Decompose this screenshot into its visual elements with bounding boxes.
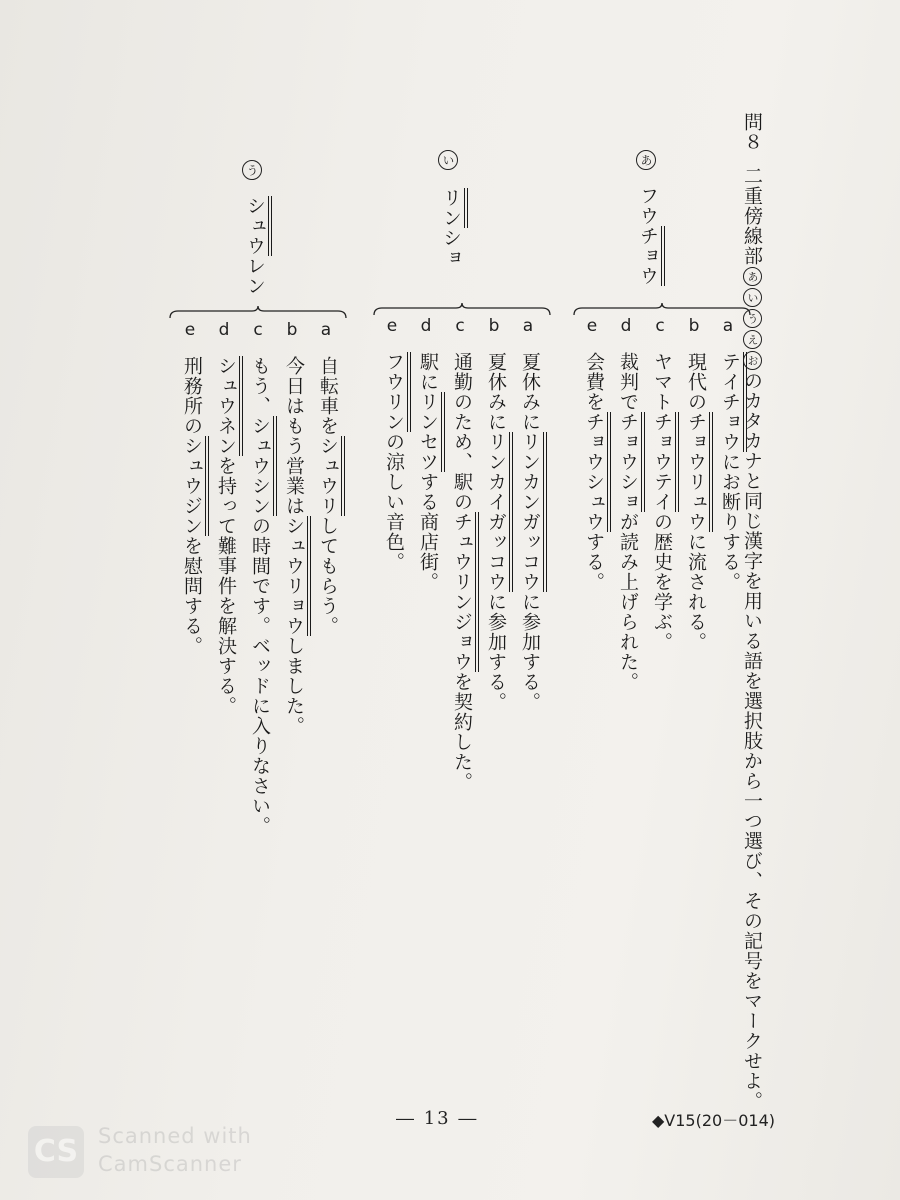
choice-underlined-c: チュウリンジョウ bbox=[451, 512, 479, 672]
choice-letter-b[interactable]: b bbox=[488, 316, 500, 336]
choice-letter-a[interactable]: a bbox=[522, 316, 534, 336]
choice-text-a: テイチョウにお断りする。 bbox=[720, 352, 739, 592]
item-u-prompt: シュウレン bbox=[245, 196, 264, 296]
choice-text-c: もう、シュウシンの時間です。ベッドに入りなさい。 bbox=[250, 356, 269, 836]
item-i-brace bbox=[372, 302, 552, 316]
choice-text-b: 今日はもう営業はシュウリョウしました。 bbox=[284, 356, 303, 736]
choice-letter-d[interactable]: d bbox=[620, 316, 632, 336]
choice-text-c: ヤマトチョウテイの歴史を学ぶ。 bbox=[652, 352, 671, 652]
choice-underlined-b: シュウリョウ bbox=[283, 516, 311, 636]
choice-text-d: 裁判でチョウショが読み上げられた。 bbox=[618, 352, 637, 692]
choice-letter-a[interactable]: a bbox=[320, 320, 332, 340]
question-instruction: 二重傍線部あいうえおのカタカナと同じ漢字を用いる語を選択肢から一つ選び、その記号をマークせよ。 bbox=[741, 166, 763, 1111]
choice-text-a: 夏休みにリンカンガッコウに参加する。 bbox=[520, 352, 539, 712]
choice-text-e: 会費をチョウシュウする。 bbox=[584, 352, 603, 592]
choice-underlined-e: チョウシュウ bbox=[583, 412, 611, 532]
question-marker-0: あ bbox=[743, 267, 762, 286]
choice-text-a: 自転車をシュウリしてもらう。 bbox=[318, 356, 337, 636]
question-marker-3: え bbox=[743, 330, 762, 349]
choice-letter-d[interactable]: d bbox=[420, 316, 432, 336]
watermark-line-2: CamScanner bbox=[98, 1152, 242, 1176]
choice-letter-e[interactable]: e bbox=[586, 316, 598, 336]
choice-letter-e[interactable]: e bbox=[184, 320, 196, 340]
choice-letter-a[interactable]: a bbox=[722, 316, 734, 336]
choice-underlined-b: チョウリュウ bbox=[685, 412, 713, 532]
item-u-marker: う bbox=[242, 160, 262, 180]
question-marker-4: お bbox=[743, 351, 762, 370]
item-a-marker: あ bbox=[636, 150, 656, 170]
choice-letter-d[interactable]: d bbox=[218, 320, 230, 340]
choice-letter-c[interactable]: c bbox=[253, 320, 263, 340]
item-i-prompt: リンショ bbox=[441, 188, 460, 268]
choice-underlined-c: チョウテイ bbox=[651, 412, 679, 512]
item-a-prompt: フウチョウ bbox=[638, 186, 657, 286]
choice-text-e: 刑務所のシュウジンを慰問する。 bbox=[182, 356, 201, 656]
choice-letter-b[interactable]: b bbox=[286, 320, 298, 340]
camscanner-logo: CS bbox=[28, 1126, 84, 1178]
choice-letter-c[interactable]: c bbox=[455, 316, 465, 336]
question-marker-1: い bbox=[743, 288, 762, 307]
item-i-marker: い bbox=[438, 150, 458, 170]
page-number: ― 13 ― bbox=[396, 1108, 479, 1129]
choice-letter-c[interactable]: c bbox=[655, 316, 665, 336]
choice-underlined-a: テイチョウ bbox=[719, 352, 747, 452]
choice-underlined-c: シュウシン bbox=[249, 416, 277, 516]
choice-text-c: 通勤のため、駅のチュウリンジョウを契約した。 bbox=[452, 352, 471, 792]
choice-underlined-d: リンセツ bbox=[417, 392, 445, 472]
question-marker-2: う bbox=[743, 309, 762, 328]
choice-letter-b[interactable]: b bbox=[688, 316, 700, 336]
choice-letter-e[interactable]: e bbox=[386, 316, 398, 336]
exam-code: ◆Ⅴ15(20－014) bbox=[652, 1111, 775, 1130]
camscanner-watermark bbox=[28, 1122, 268, 1182]
choice-underlined-a: リンカンガッコウ bbox=[519, 432, 547, 592]
item-u-brace bbox=[168, 305, 348, 319]
choice-underlined-e: シュウジン bbox=[181, 436, 209, 536]
choice-text-b: 現代のチョウリュウに流される。 bbox=[686, 352, 705, 652]
choice-text-e: フウリンの涼しい音色。 bbox=[384, 352, 403, 572]
question-label: 問８ bbox=[741, 112, 763, 152]
choice-text-b: 夏休みにリンカイガッコウに参加する。 bbox=[486, 352, 505, 712]
choice-text-d: 駅にリンセツする商店街。 bbox=[418, 352, 437, 592]
choice-underlined-d: チョウショ bbox=[617, 412, 645, 512]
choice-underlined-d: シュウネン bbox=[215, 356, 243, 456]
item-a-brace bbox=[572, 302, 752, 316]
watermark-line-1: Scanned with bbox=[98, 1124, 252, 1148]
choice-underlined-b: リンカイガッコウ bbox=[485, 432, 513, 592]
choice-underlined-a: シュウリ bbox=[317, 436, 345, 516]
choice-text-d: シュウネンを持って難事件を解決する。 bbox=[216, 356, 235, 716]
choice-underlined-e: フウリン bbox=[383, 352, 411, 432]
